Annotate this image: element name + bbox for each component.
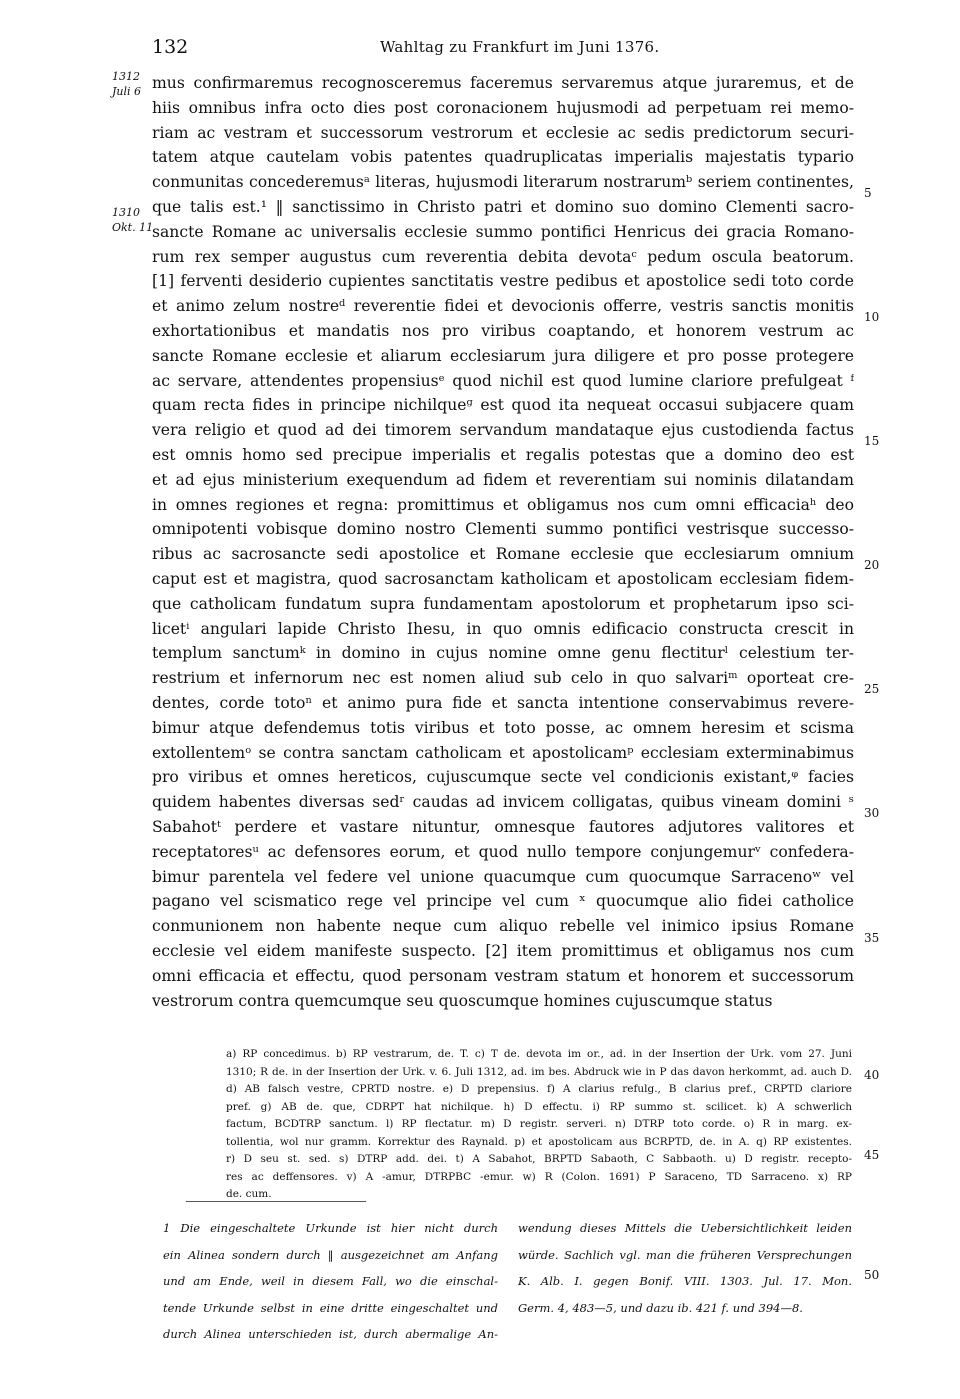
- body-line: ecclesie vel eidem manifeste suspecto. [2] item promittimus et obligamus nos cum: [152, 942, 854, 960]
- line-number: 50: [864, 1268, 880, 1282]
- body-line: omni efficacia et effectu, quod personam vestram statum et honorem et successorum: [152, 966, 854, 985]
- page-number: 132: [152, 36, 189, 58]
- body-line: pagano vel scismatico rege vel principe vel cum ˣ quocumque alio fidei catholice: [152, 892, 854, 911]
- body-line: in omnes regiones et regna: promittimus et obligamus nos cum omni efficaciaʰ deo: [152, 495, 854, 514]
- footnote-line: wendung dieses Mittels die Uebersichtlichkeit leiden: [518, 1221, 852, 1235]
- page-header: [152, 36, 850, 60]
- body-line: rum rex semper augustus cum reverentia debita devotaᶜ pedum oscula beatorum.: [152, 247, 854, 266]
- body-line: vera religio et quod ad dei timorem servandum mandataque ejus custodienda factus: [152, 421, 854, 440]
- body-line: que talis est.¹ ‖ sanctissimo in Christo patri et domino suo domino Clementi sacro-: [152, 198, 854, 216]
- footnote-line: tende Urkunde selbst in eine dritte eingeschaltet und: [163, 1300, 498, 1315]
- apparatus-line: res ac deffensores. v) A -amur, DTRPBC -emur. w) R (Colon. 1691) P Saraceno, TD Sarraceno. x) RP: [226, 1170, 852, 1183]
- line-number: 5: [864, 186, 872, 200]
- body-line: receptatoresᵘ ac defensores eorum, et quod nullo tempore conjungemurᵛ confedera-: [152, 842, 854, 861]
- body-line: hiis omnibus infra octo dies post coronacionem hujusmodi ad perpetuam rei memo-: [152, 98, 854, 117]
- body-line: pro viribus et omnes hereticos, cujuscumque secte vel condicionis existant,ᵠ facies: [152, 768, 854, 787]
- footnote-line: ein Alinea sondern durch ‖ ausgezeichnet am Anfang: [163, 1247, 498, 1262]
- line-number: 25: [864, 682, 880, 696]
- body-line: quidem habentes diversas sedʳ caudas ad invicem colligatas, quibus vineam domini ˢ: [152, 793, 854, 812]
- body-line: extollentemᵒ se contra sanctam catholicam et apostolicamᵖ ecclesiam exterminabimus: [152, 743, 854, 762]
- margin-date: Okt. 11: [112, 221, 154, 234]
- body-line: bimur atque defendemus totis viribus et toto posse, ac omnem heresim et scisma: [152, 718, 854, 737]
- body-line: sancte Romane ecclesie et aliarum ecclesiarum jura diligere et pro posse protegere: [152, 346, 854, 365]
- body-line: omnipotenti vobisque domino nostro Clementi summo pontifici vestrisque successo-: [152, 520, 854, 539]
- body-line: vestrorum contra quemcumque seu quoscumque homines cujuscumque status: [152, 991, 773, 1010]
- apparatus-line: factum, BCDTRP sanctum. l) RP flectatur. m) D registr. serveri. n) DTRP toto corde. o) R in marg. ex-: [226, 1118, 852, 1130]
- body-line: est omnis homo sed precipue imperialis et regalis potestas que a domino deo est: [152, 446, 854, 464]
- body-line: quam recta fides in principe nichilqueᵍ est quod ita nequeat occasui subjacere quam: [152, 396, 854, 415]
- footnote-line: K. Alb. I. gegen Bonif. VIII. 1303. Jul. 17. Mon.: [518, 1274, 852, 1288]
- body-line: sancte Romane ac universalis ecclesie summo pontifici Henricus dei gracia Romano-: [152, 222, 854, 241]
- margin-date: 1310: [112, 206, 140, 219]
- body-line: licetⁱ angulari lapide Christo Ihesu, in quo omnis edificacio constructa crescit in: [152, 619, 854, 638]
- footnote-rule: [186, 1201, 366, 1202]
- footnote-line: durch Alinea unterschieden ist, durch abermalige An-: [163, 1327, 498, 1341]
- body-line: que catholicam fundatum supra fundamentam apostolorum et prophetarum ipso sci-: [152, 594, 854, 613]
- line-number: 30: [864, 806, 880, 820]
- footnote-line: würde. Sachlich vgl. man die früheren Versprechungen: [518, 1247, 852, 1262]
- body-line: et ad ejus ministerium exequendum ad fidem et reverentiam sui nominis dilatandam: [152, 470, 854, 489]
- line-number: 10: [864, 310, 880, 324]
- running-title: Wahltag zu Frankfurt im Juni 1376.: [380, 38, 660, 56]
- footnote-line: 1 Die eingeschaltete Urkunde ist hier nicht durch: [163, 1221, 498, 1235]
- apparatus-line: r) D seu st. sed. s) DTRP add. dei. t) A Sabahot, BRPTD Sabaoth, C Sabbaoth. u) D registr. recepto-: [226, 1153, 852, 1165]
- body-line: riam ac vestram et successorum vestrorum et ecclesie ac sedis predictorum securi-: [152, 123, 854, 142]
- body-line: dentes, corde totoⁿ et animo pura fide et sancta intentione conservabimus revere-: [152, 694, 854, 712]
- apparatus-line: d) AB falsch vestre, CPRTD nostre. e) D prepensius. f) A clarius refulg., B clarius pref., CRPTD clariore: [226, 1083, 852, 1095]
- body-line: caput est et magistra, quod sacrosanctam katholicam et apostolicam ecclesiam fidem-: [152, 570, 854, 588]
- apparatus-line: pref. g) AB de. que, CDRPT hat nichilque. h) D effectu. i) RP summo st. scilicet. k) A schwerlich: [226, 1100, 852, 1113]
- margin-date: 1312: [112, 70, 140, 83]
- line-number: 20: [864, 558, 880, 572]
- footnote-line: und am Ende, weil in diesem Fall, wo die einschal-: [163, 1274, 498, 1288]
- footnote-line: Germ. 4, 483—5, und dazu ib. 421 f. und 394—8.: [518, 1300, 803, 1315]
- body-line: exhortationibus et mandatis nos pro viribus coaptando, et honorem vestrum ac: [152, 322, 854, 340]
- body-line: tatem atque cautelam vobis patentes quadruplicatas imperialis majestatis typario: [152, 148, 854, 167]
- body-line: bimur parentela vel federe vel unione quacumque cum quocumque Sarracenoʷ vel: [152, 867, 854, 886]
- apparatus-line: de. cum.: [226, 1188, 272, 1200]
- line-number: 45: [864, 1148, 880, 1162]
- line-number: 35: [864, 931, 880, 945]
- body-line: templum sanctumᵏ in domino in cujus nomine omne genu flectiturˡ celestium ter-: [152, 644, 854, 663]
- apparatus-line: 1310; R de. in der Insertion der Urk. v. 6. Juli 1312, ad. im bes. Abdruck wie in P das davon herkommt, ad. auch D.: [226, 1065, 852, 1078]
- body-line: Sabahotᵗ perdere et vastare nituntur, omnesque fautores adjutores valitores et: [152, 818, 854, 836]
- line-number: 15: [864, 434, 880, 448]
- line-number: 40: [864, 1068, 880, 1082]
- body-line: conmunitas concederemusᵃ literas, hujusmodi literarum nostrarumᵇ seriem continentes,: [152, 173, 854, 192]
- body-line: [1] ferventi desiderio cupientes sanctitatis vestre pedibus et apostolice sedi toto corde: [152, 272, 854, 291]
- margin-date: Juli 6: [112, 85, 142, 98]
- apparatus-line: tollentia, wol nur gramm. Korrektur des Raynald. p) et apostolicam aus BCRPTD, de. in A. q) RP existentes.: [226, 1135, 852, 1148]
- body-line: mus confirmaremus recognosceremus faceremus servaremus atque juraremus, et de: [152, 74, 854, 92]
- apparatus-line: a) RP concedimus. b) RP vestrarum, de. T. c) T de. devota im or., ad. in der Insertion der Urk. vom 27. Juni: [226, 1048, 852, 1060]
- body-line: conmunionem non habente neque cum aliquo rebelle vel inimico ipsius Romane: [152, 917, 854, 936]
- body-line: et animo zelum nostreᵈ reverentie fidei et devocionis offerre, vestris sanctis monitis: [152, 297, 854, 316]
- body-line: ribus ac sacrosancte sedi apostolice et Romane ecclesie que ecclesiarum omnium: [152, 545, 854, 564]
- body-line: restrium et infernorum nec est nomen aliud sub celo in quo salvariᵐ oporteat cre-: [152, 669, 854, 688]
- body-line: ac servare, attendentes propensiusᵉ quod nichil est quod lumine clariore prefulgeat ᶠ: [152, 371, 854, 390]
